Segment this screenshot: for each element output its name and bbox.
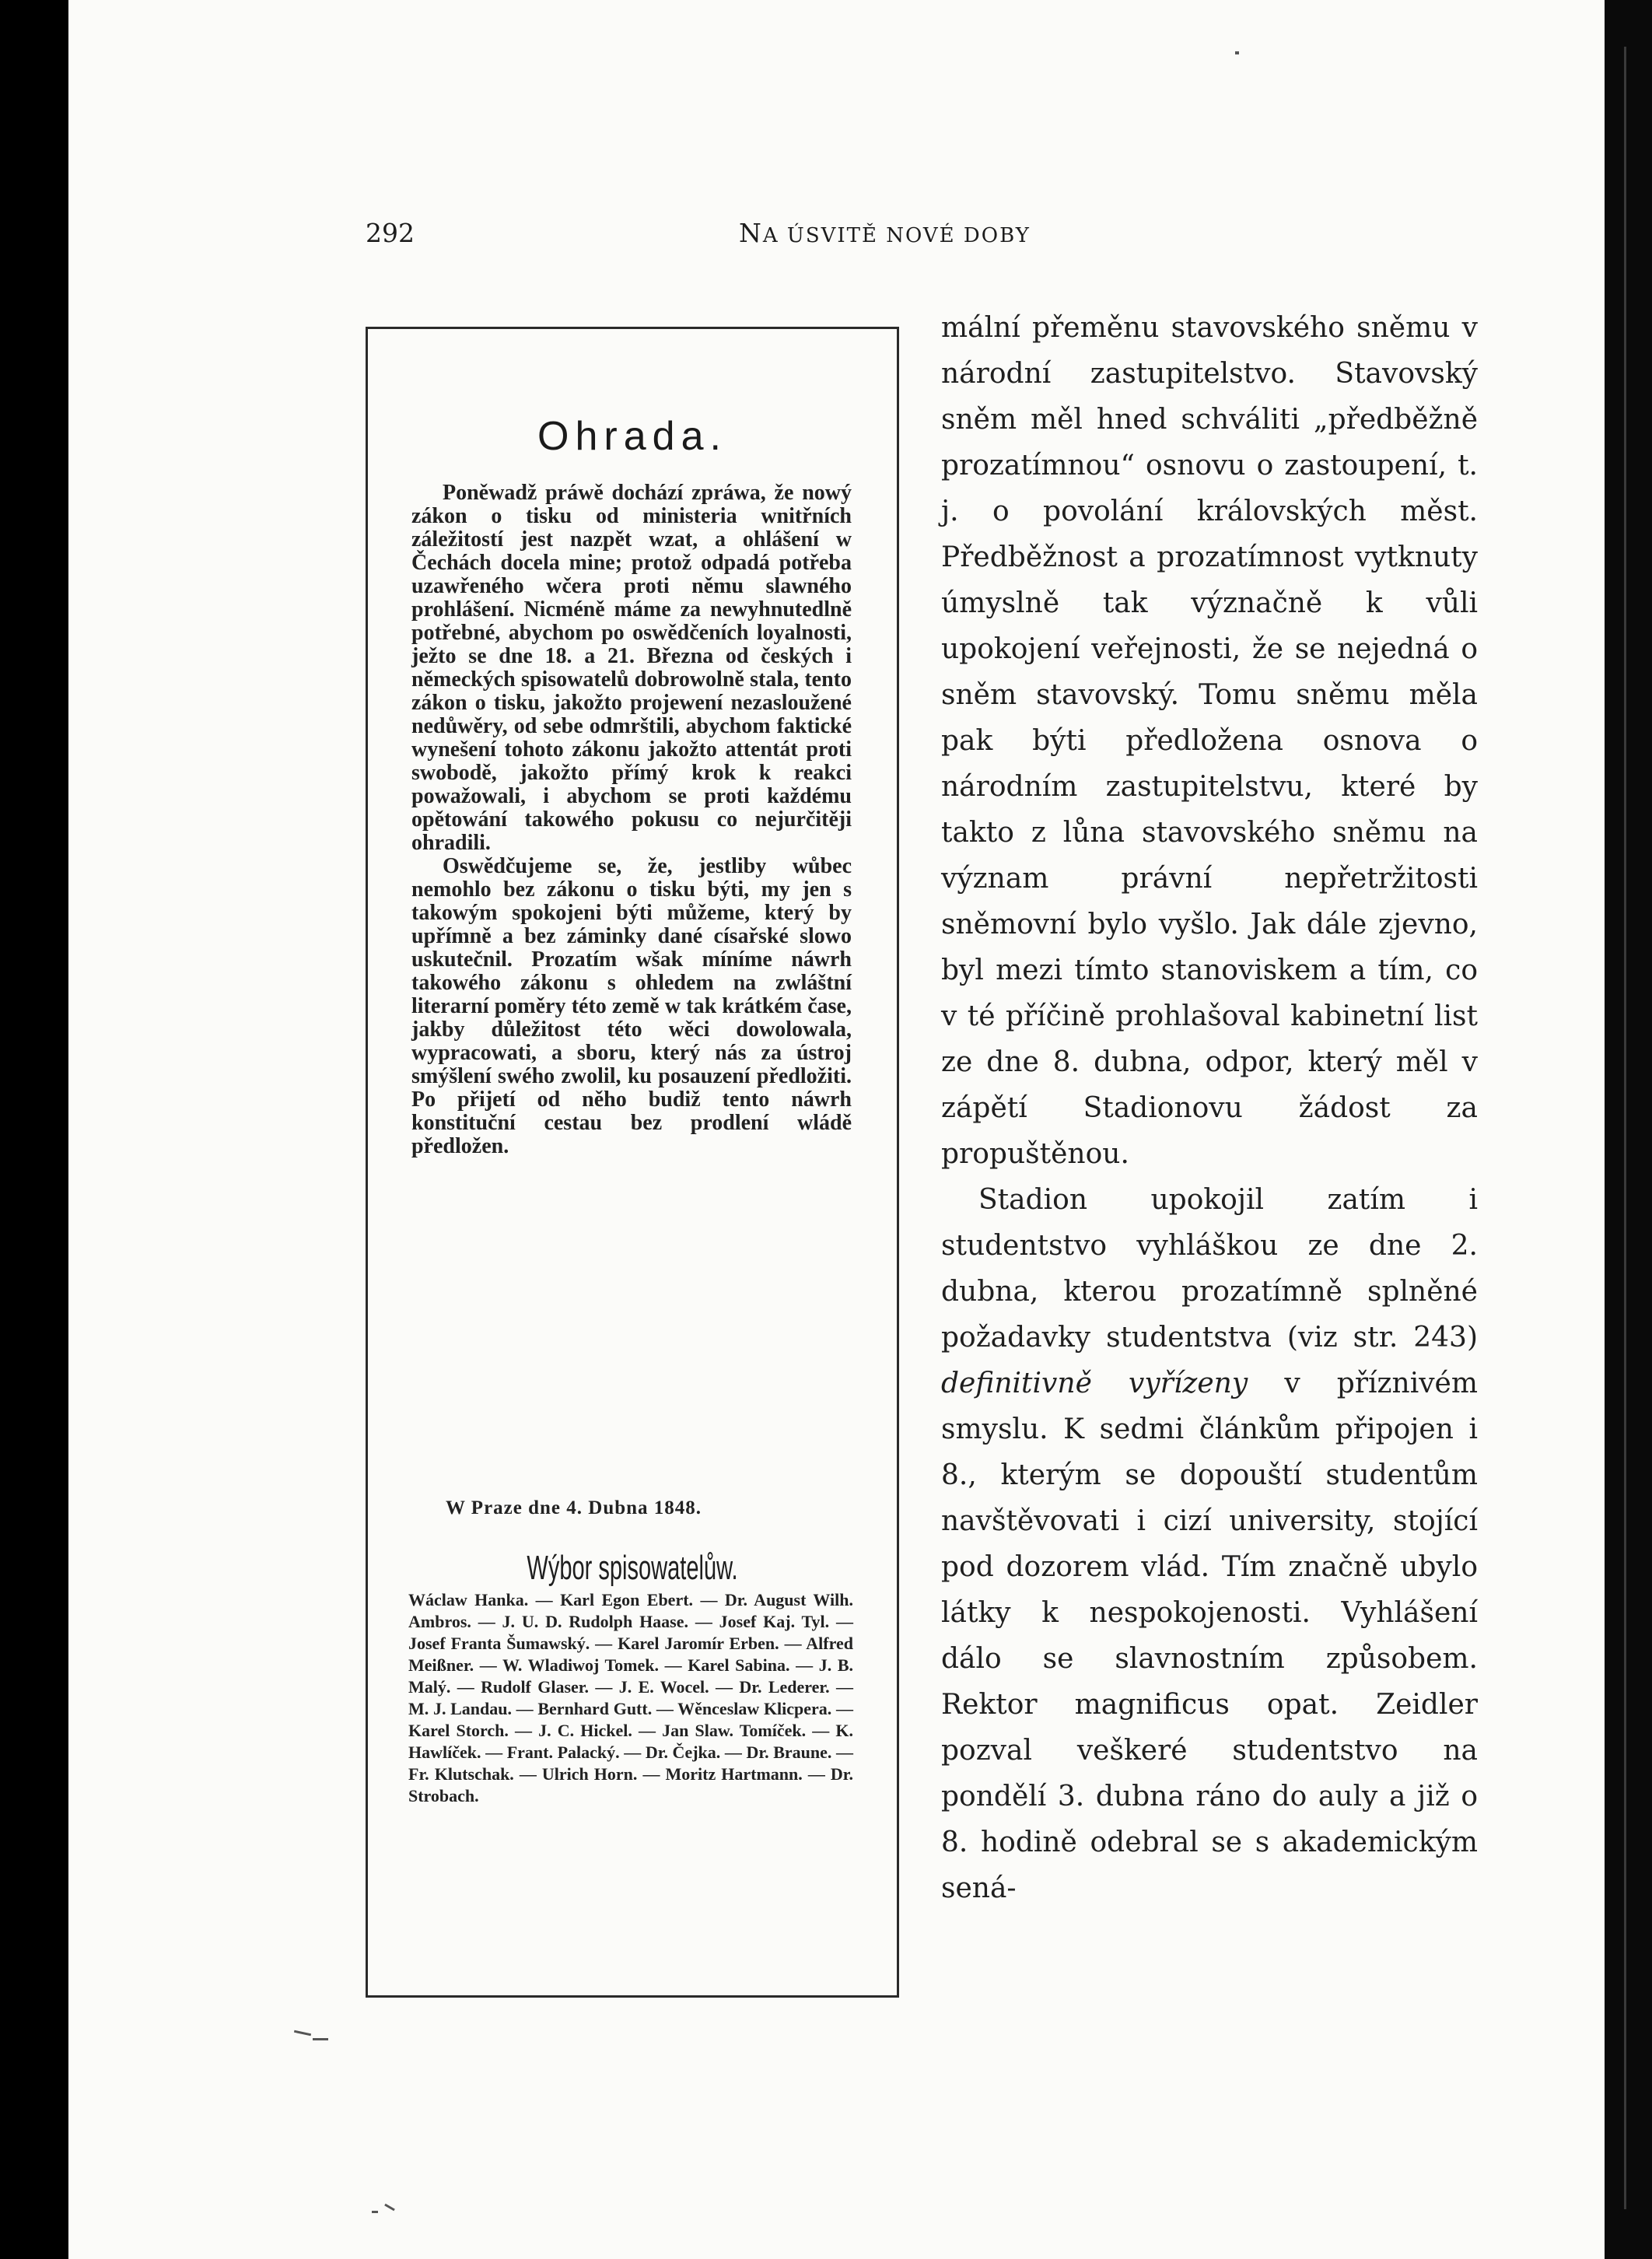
scan-speck [313,2038,328,2040]
running-head-initial: N [739,218,763,248]
main-paragraph-italic: definitivně vyřízeny [941,1368,1248,1399]
proclamation-paragraph: Oswědčujeme se, že, jestliby wůbec nemohlo bez zákonu o tisku býti, my jen s takowým spokojeni býti můžeme, který by upřímně a bez záminky dané císařské slowo uskutečnil. Prozatím wšak míníme náwrh takowého zákonu s ohledem na zwláštní literarní poměry této země w tak krátkém čase, jakby důležitost této wěci dowolowala, wypracowati, a sboru, který nás za ústroj smýšlení swého zwolil, ku posauzení předložiti. Po přijetí od něho budiž tento náwrh konstituční cestau bez prodlení wládě předložen. [411,854,852,1158]
main-paragraph: mální přeměnu stavovského sněmu v národní zastupitelstvo. Stavovský sněm měl hned schváliti „předběžně prozatímnou“ osnovu o zastoupení, t. j. o povolání královských měst. Předběžnost a prozatímnost vytknuty úmyslně tak význačně k vůli upokojení veřejnosti, že se nejedná o sněm stavovský. Tomu sněmu měla pak býti předložena osnova o národním zastupitelstvu, které by takto z lůna stavovského sněmu na význam právní nepřetržitosti sněmovní bylo vyšlo. Jak dále zjevno, byl mezi tímto stanoviskem a tím, co v té příčině prohlašoval kabinetní list ze dne 8. dubna, odpor, který měl v zápětí Stadionovu žádost za propuštěnou. [941,312,1478,1170]
main-text-column [941,305,1478,1911]
proclamation-box [366,327,899,1998]
page-number: 292 [366,218,415,248]
spine-edge [1624,47,1626,2209]
proclamation-committee: Wýbor spisowatelůw. [527,1549,738,1587]
proclamation-title: Ohrada. [537,414,727,459]
proclamation-paragraph: Poněwadž práwě dochází zpráwa, že nowý zákon o tisku od ministeria wnitřních záležitostí jest nazpět wzat, a ohlášení w Čechách docela mine; protož odpadá potřeba uzawřeného wčera proti němu slawného prohlášení. Nicméně máme za newyhnutedlně potřebné, abychom po oswědčeních loyalnosti, ježto se dne 18. a 21. Března od českých i německých spisowatelů dobrowolně stala, tento zákon o tisku, jakožto projewení nezasloužené nedůwěry, od sebe odmrštili, abychom faktické wynešení tohoto zákonu jakožto attentát proti swobodě, jakožto přímý krok k reakci powažowali, i abychom se proti každému opětowání takowého pokusu co nejurčitěji ohradili. [411,481,852,855]
proclamation-date: W Praze dne 4. Dubna 1848. [446,1497,702,1518]
main-paragraph-part: v příznivém smyslu. K sedmi článkům připojen i 8., kterým se dopouští studentům navštěvovati i cizí university, stojící pod dozorem vlád. Tím značně ubylo látky k nespokojenosti. Vyhlášení dálo se slavnostním způsobem. Rektor magnificus opat. Zeidler pozval veškeré studentstvo na pondělí 3. dubna ráno do auly a již o 8. hodině odebral se s akademickým sená- [941,1368,1478,1904]
scan-speck [372,2211,378,2213]
running-head-rest: A ÚSVITĚ NOVÉ DOBY [762,224,1031,247]
main-paragraph [941,1177,1478,1911]
main-paragraph-part: Stadion upokojil zatím i studentstvo vyhláškou ze dne 2. dubna, kterou prozatímně splněné požadavky studentstva (viz str. 243) [941,1184,1478,1354]
scan-speck [1235,51,1239,54]
running-head [739,218,1031,248]
proclamation-body [411,482,852,1158]
book-spine [1605,0,1652,2259]
proclamation-signatories: Wáclaw Hanka. — Karl Egon Ebert. — Dr. August Wilh. Ambros. — J. U. D. Rudolph Haase. — Josef Kaj. Tyl. — Josef Franta Šumawský. — Karel Jaromír Erben. — Alfred Meißner. — W. Wladiwoj Tomek. — Karel Sabina. — J. B. Malý. — Rudolf Glaser. — J. E. Wocel. — Dr. Lederer. — M. J. Landau. — Bernhard Gutt. — Wěnceslaw Klicpera. — Karel Storch. — J. C. Hickel. — Jan Slaw. Tomíček. — K. Hawlíček. — Frant. Palacký. — Dr. Čejka. — Dr. Braune. — Fr. Klutschak. — Ulrich Horn. — Moritz Hartmann. — Dr. Strobach. [408,1590,853,1805]
